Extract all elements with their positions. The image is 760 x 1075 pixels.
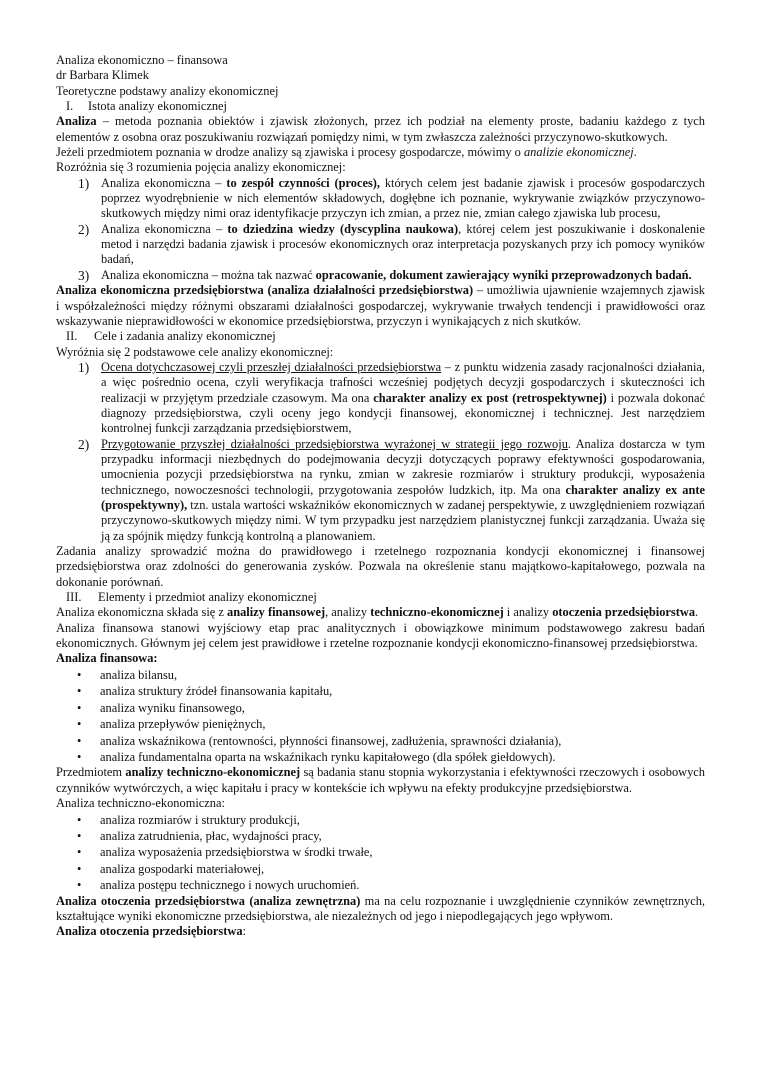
list-item-number: 3) <box>78 267 90 283</box>
section-1-heading <box>56 99 705 114</box>
list-item: 1) Analiza ekonomiczna – to zespół czynności (proces), których celem jest badanie zjawisk i procesów gospodarczych poprzez wyodrębnienie w nich elementów składowych, dogłębne ich poznanie, wykrywanie związków przyczynowo-skutkowych między nimi oraz identyfikacje przyczyn ich zmian, a przez nie, zmian całego zjawiska lub procesu, <box>78 175 706 221</box>
bullet-icon: • <box>77 878 82 893</box>
section-2-title: Cele i zadania analizy ekonomicznej <box>94 329 276 344</box>
list-item: • analiza struktury źródeł finansowania kapitału, <box>77 684 333 699</box>
section-2-numeral: II. <box>66 329 78 344</box>
list-item-number: 2) <box>78 436 90 452</box>
bullet-icon: • <box>77 861 82 876</box>
meanings-intro: Rozróżnia się 3 rozumienia pojęcia analizy ekonomicznej: <box>56 160 346 175</box>
list-item-number: 2) <box>78 221 90 237</box>
list-item: • analiza rozmiarów i struktury produkcji, <box>77 812 300 827</box>
enterprise-analysis-paragraph: Analiza ekonomiczna przedsiębiorstwa (analiza działalności przedsiębiorstwa) – umożliwia ujawnienie wzajemnych zjawisk i współzależności między różnymi obszarami działalności gospodarczej, wykrywanie trwałych tendencji i prawidłowości oraz wskazywanie nieprawidłowości w ekonomice przedsiębiorstwa, przyczyn i wynikających z nich skutków. <box>56 283 705 328</box>
bullet-icon: • <box>77 700 82 715</box>
meanings-list <box>56 176 705 283</box>
economic-analysis-term: analizie ekonomicznej <box>523 145 634 160</box>
doc-title: Analiza ekonomiczno – finansowa <box>56 53 228 67</box>
bullet-icon: • <box>77 667 82 682</box>
components-paragraph: Analiza ekonomiczna składa się z analizy finansowej, analizy techniczno-ekonomicznej i analizy otoczenia przedsiębiorstwa. <box>56 605 699 620</box>
bullet-icon: • <box>77 750 82 765</box>
economic-analysis-note: Jeżeli przedmiotem poznania w drodze analizy są zjawiska i procesy gospodarcze, mówimy o analizie ekonomicznej. <box>56 145 637 160</box>
list-item: • analiza zatrudnienia, płac, wydajności pracy, <box>77 828 322 843</box>
section-2-heading <box>56 329 705 344</box>
list-item: • analiza wyniku finansowego, <box>77 700 245 715</box>
goals-intro: Wyróżnia się 2 podstawowe cele analizy ekonomicznej: <box>56 344 334 359</box>
analysis-definition: Analiza – metoda poznania obiektów i zjawisk złożonych, przez ich podział na elementy proste, badaniu każdego z tych elementów z osobna oraz poszukiwaniu rozwiązań pomiędzy nimi, w tym zwłaszcza zależności przyczynowo-skutkowych. <box>56 114 705 144</box>
bullet-icon: • <box>77 845 82 860</box>
technical-economic-list <box>56 812 705 894</box>
tasks-paragraph: Zadania analizy sprowadzić można do prawidłowego i rzetelnego rozpoznania kondycji ekonomicznej i finansowej przedsiębiorstwa oraz zdolności do generowania zysków. Pozwala na określenie stanu majątkowo-kapitałowego, pozwala na dokonanie porównań. <box>56 544 705 589</box>
list-item: 3) Analiza ekonomiczna – można tak nazwać opracowanie, dokument zawierający wyniki przeprowadzonych badań. <box>78 267 692 283</box>
section-3-title: Elementy i przedmiot analizy ekonomicznej <box>98 590 317 605</box>
section-3-numeral: III. <box>66 590 82 605</box>
technical-economic-paragraph: Przedmiotem analizy techniczno-ekonomicznej są badania stanu stopnia wykorzystania i efektywności rzeczowych i osobowych czynników wytwórczych, a więc kapitału i pracy w kontekście ich wpływu na efekty produkcyjne przedsiębiorstwa. <box>56 765 706 795</box>
goals-list <box>56 360 705 544</box>
environment-analysis-heading: Analiza otoczenia przedsiębiorstwa: <box>56 924 246 939</box>
bullet-icon: • <box>77 717 82 732</box>
financial-analysis-list <box>56 667 705 766</box>
financial-analysis-heading: Analiza finansowa: <box>56 651 158 666</box>
list-item: • analiza wskaźnikowa (rentowności, płynności finansowej, zadłużenia, sprawności działania), <box>77 733 562 748</box>
financial-analysis-paragraph: Analiza finansowa stanowi wyjściowy etap prac analitycznych i obowiązkowe minimum podstawowego zakresu badań ekonomicznych. Głównym jej celem jest prawidłowe i rzetelne rozpoznanie kondycji ekonomiczno-finansowej przedsiębiorstwa. <box>56 620 705 651</box>
doc-subtitle: Teoretyczne podstawy analizy ekonomicznej <box>56 83 279 98</box>
bullet-icon: • <box>77 812 82 827</box>
list-item: • analiza fundamentalna oparta na wskaźnikach rynku kapitałowego (dla spółek giełdowych). <box>77 750 556 765</box>
section-1-title: Istota analizy ekonomicznej <box>88 99 227 114</box>
list-item: • analiza bilansu, <box>77 667 178 682</box>
list-item: • analiza wyposażenia przedsiębiorstwa w środki trwałe, <box>77 845 373 860</box>
section-3-heading <box>56 590 705 605</box>
bullet-icon: • <box>77 684 82 699</box>
list-item: • analiza postępu technicznego i nowych uruchomień. <box>77 878 360 893</box>
bullet-icon: • <box>77 733 82 748</box>
list-item: 2) Analiza ekonomiczna – to dziedzina wiedzy (dyscyplina naukowa), której celem jest poszukiwanie i doskonalenie metod i narzędzi badania zjawisk i procesów ekonomicznych oraz interpretacja pozyskanych przy ich pomocy wyników badań, <box>78 221 705 267</box>
analysis-term: Analiza <box>56 114 97 129</box>
section-1-numeral: I. <box>66 99 74 114</box>
list-item-number: 1) <box>78 359 90 375</box>
list-item: 2) Przygotowanie przyszłej działalności przedsiębiorstwa wyrażonej w strategii jego rozwoju. Analiza dostarcza w tym przypadku informacji niezbędnych do podejmowania decyzji dotyczących poprawy efektywności gospodarowania, umocnienia pozycji przedsiębiorstwa na rynku, zmian w zakresie rozmiarów i struktury produkcji, wyposażenia technicznego, nowoczesności technologii, przygotowania zespołów ludzkich, itp. Ma ona charakter analizy ex ante (prospektywny), tzn. ustala wartości wskaźników ekonomicznych w zadanej perspektywie, z uwzględnieniem rozwiązań przyczynowo-skutkowych między nimi. W tym przypadku jest narzędziem planistycznej funkcji zarządzania. Uważa się ją za spójnik między funkcją kontrolną a planowaniem. <box>78 436 705 543</box>
doc-author: dr Barbara Klimek <box>56 68 149 83</box>
list-item: 1) Ocena dotychczasowej czyli przeszłej działalności przedsiębiorstwa – z punktu widzenia zasady racjonalności działania, a więc pośrednio ocena, czyli weryfikacja trafności wcześniej podjętych decyzji gospodarczych i skuteczności ich realizacji w przyjętym przedziale czasowym. Ma ona charakter analizy ex post (retrospektywnej) i pozwala dokonać diagnozy przedsiębiorstwa, czyli oceny jego kondycji finansowej, ekonomicznej i technicznej. Jest narzędziem kontrolnej funkcji zarządzania przedsiębiorstwem, <box>78 359 706 436</box>
list-item: • analiza gospodarki materiałowej, <box>77 861 265 876</box>
list-item-number: 1) <box>78 175 90 191</box>
environment-analysis-paragraph: Analiza otoczenia przedsiębiorstwa (analiza zewnętrzna) ma na celu rozpoznanie i uwzględnienie czynników zewnętrznych, kształtujące wyniki ekonomiczne przedsiębiorstwa, ale niezależnych od jego i niepodlegających jego wpływom. <box>56 893 705 924</box>
technical-economic-heading: Analiza techniczno-ekonomiczna: <box>56 796 225 811</box>
list-item: • analiza przepływów pieniężnych, <box>77 717 266 732</box>
bullet-icon: • <box>77 828 82 843</box>
